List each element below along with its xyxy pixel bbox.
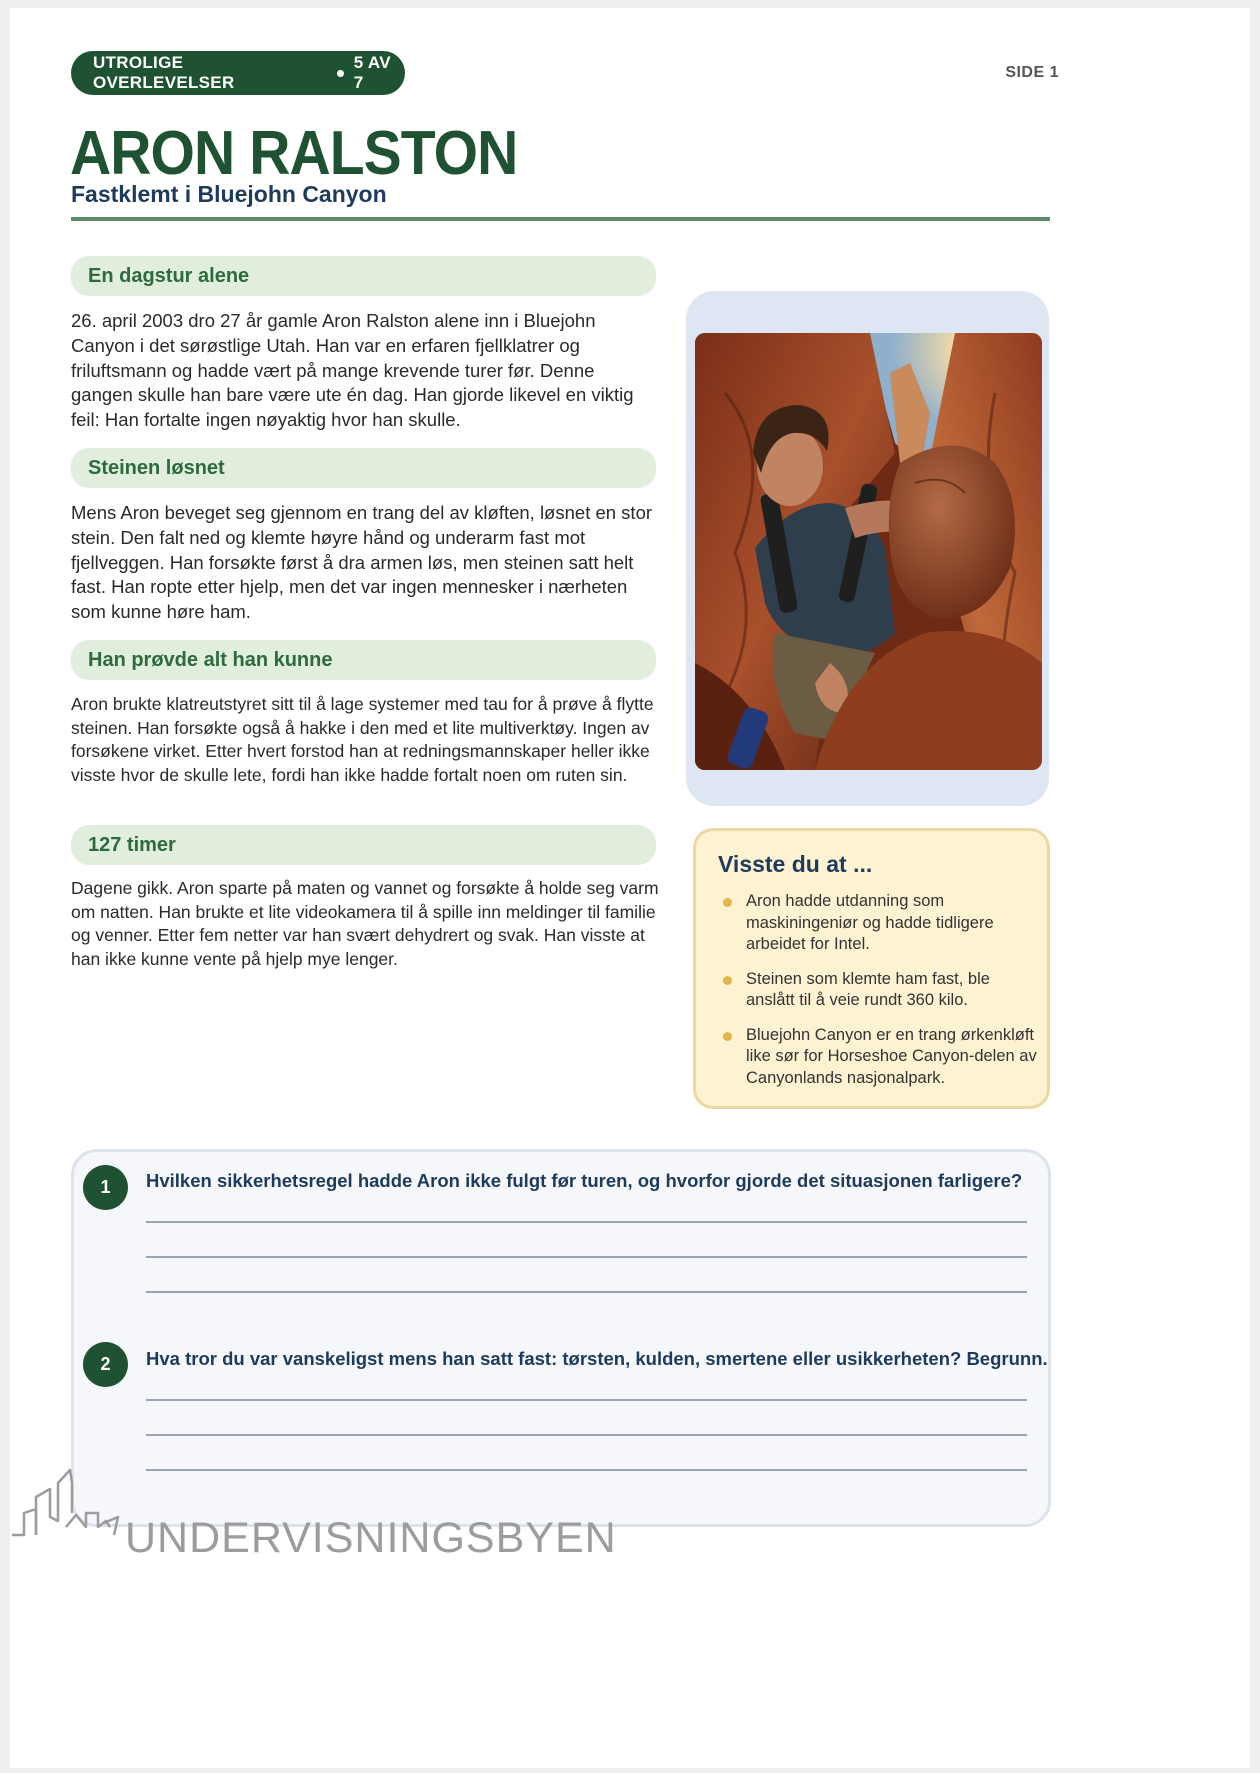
bullet-icon [723,898,732,907]
section-text: Dagene gikk. Aron sparte på maten og vannet og forsøkte å holde seg varm om natten. Han brukte et lite videokamera til å spille inn meldinger til familie og venner. Etter fem netter var han svært dehydrert og svak. Han visste at han ikke kunne vente på hjelp mye lenger. [71,878,659,969]
section-text: 26. april 2003 dro 27 år gamle Aron Ralston alene inn i Bluejohn Canyon i det sørøstlige Utah. Han var en erfaren fjellklatrer og friluftsmann og hadde vært på mange krevende turer før. Denne gangen skulle han bare være ute én dag. Han gjorde likevel en viktig feil: Han fortalte ingen nøyaktig hvor han skulle. [71,310,634,431]
brand-name: UNDERVISNINGSBYEN [125,1514,617,1562]
bullet-icon [723,1032,732,1041]
question-text: Hvilken sikkerhetsregel hadde Aron ikke fulgt før turen, og hvorfor gjorde det situasjonen farligere? [146,1170,1023,1191]
answer-line[interactable] [146,1291,1027,1293]
question-number-badge: 2 [83,1342,128,1387]
did-you-know-title: Visste du at ... [718,851,873,877]
bullet-icon [723,976,732,985]
section-heading: Han prøvde alt han kunne [71,640,656,680]
series-name: UTROLIGE OVERLEVELSER [93,53,235,92]
question-number-badge: 1 [83,1165,128,1210]
series-count: 5 AV 7 [353,53,391,92]
page-title: ARON RALSTON [70,119,518,188]
answer-line[interactable] [146,1221,1027,1223]
list-item [718,969,1038,1012]
fact-list [718,891,1038,1102]
answer-line[interactable] [146,1399,1027,1401]
answer-line[interactable] [146,1434,1027,1436]
canyon-climber-photo [695,333,1042,770]
section-heading: 127 timer [71,825,656,865]
list-item [718,891,1038,956]
did-you-know-box [693,828,1050,1109]
fact-text: Bluejohn Canyon er en trang ørkenkløft like sør for Horseshoe Canyon-delen av Canyonlands nasjonalpark. [746,1025,1037,1087]
page-number: SIDE 1 [1005,64,1059,81]
list-item [718,1025,1038,1090]
header-divider [71,217,1050,221]
question-text: Hva tror du var vanskeligst mens han satt fast: tørsten, kulden, smertene eller usikkerheten? Begrunn. [146,1348,1048,1369]
fact-text: Steinen som klemte ham fast, ble anslått til å veie rundt 360 kilo. [746,969,990,1009]
answer-line[interactable] [146,1256,1027,1258]
section-text: Mens Aron beveget seg gjennom en trang del av kløften, løsnet en stor stein. Den falt ned og klemte høyre hånd og underarm fast mot fjellveggen. Han forsøkte først å dra armen løs, men steinen satt helt fast. Han ropte etter hjelp, men det var ingen mennesker i nærheten som kunne høre ham. [71,502,653,623]
fact-text: Aron hadde utdanning som maskiningeniør og hadde tidligere arbeidet for Intel. [746,892,994,953]
section-heading: En dagstur alene [71,256,656,296]
series-badge [71,51,405,95]
section-heading: Steinen løsnet [71,448,656,488]
bullet-dot-icon [337,70,344,77]
page-subtitle: Fastklemt i Bluejohn Canyon [71,181,387,207]
section-text: Aron brukte klatreutstyret sitt til å lage systemer med tau for å prøve å flytte steinen. Han forsøkte også å hakke i den med et lite multiverktøy. Ingen av forsøkene virket. Etter hvert forstod han at redningsmannskaper heller ikke visste hvor de skulle lete, fordi han ikke hadde fortalt noen om ruten sin. [71,694,654,785]
